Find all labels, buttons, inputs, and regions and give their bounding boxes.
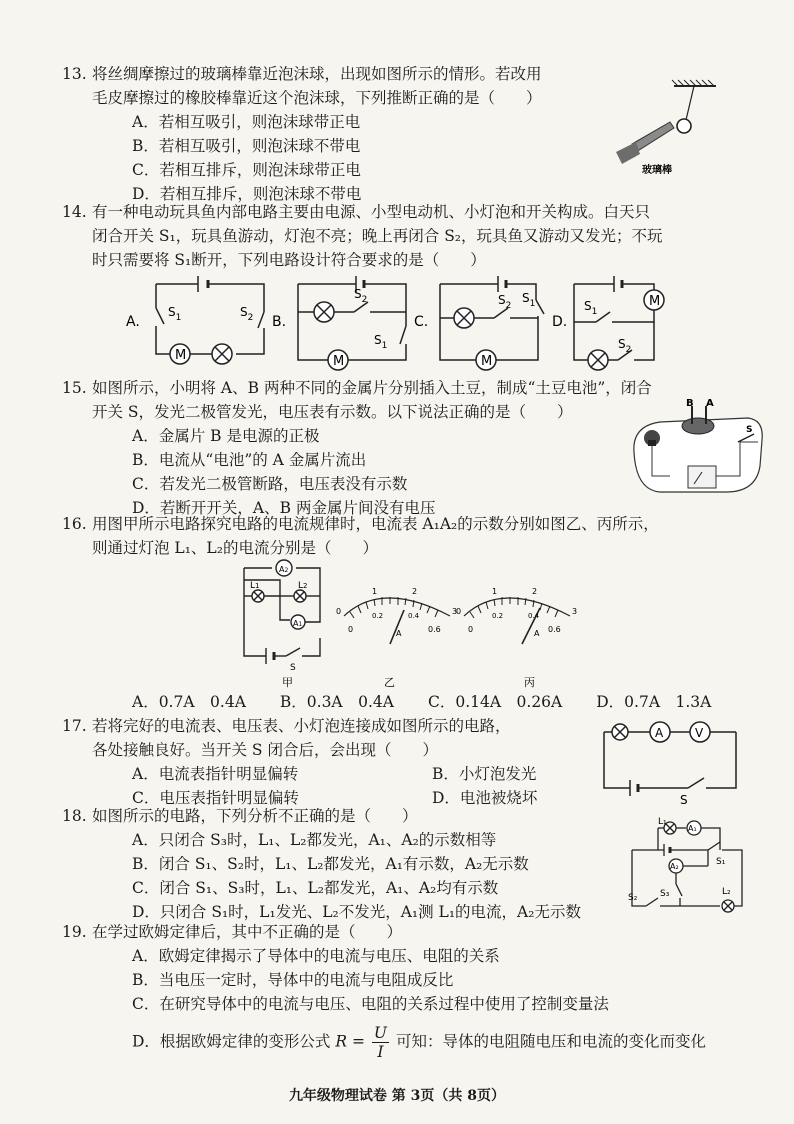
switch-s2-label: $S_2$ <box>618 337 632 355</box>
question-14-circuits <box>118 272 678 372</box>
option-c[interactable]: C．闭合 S₁、S₃时，L₁、L₂都发光，A₁、A₂均有示数 <box>132 879 499 897</box>
svg-text:3: 3 <box>452 607 458 616</box>
switch-s1-label: $S_1$ <box>168 305 182 323</box>
circuit-b <box>298 276 406 370</box>
svg-text:0.2: 0.2 <box>492 612 504 620</box>
option-c[interactable]: C．0.14A 0.26A <box>427 693 563 711</box>
ammeter-dial-bing <box>456 587 577 644</box>
question-text: 有一种电动玩具鱼内部电路主要由电源、小型电动机、小灯泡和开关构成。白天只 <box>92 203 651 221</box>
option-b[interactable]: B．闭合 S₁、S₂时，L₁、L₂都发光，A₁有示数，A₂无示数 <box>132 855 529 873</box>
motor-icon: M <box>481 354 493 369</box>
svg-text:0.4: 0.4 <box>408 612 420 620</box>
glass-rod-figure <box>612 76 722 186</box>
figure-bing-label: 丙 <box>524 676 535 689</box>
formula-r: R <box>335 1032 348 1051</box>
switch-s-label: S <box>680 793 688 806</box>
svg-text:0: 0 <box>456 607 462 616</box>
question-number: 13. <box>62 65 87 83</box>
switch-s2-label: $S_2$ <box>240 305 254 323</box>
lamp-l1-label: L₁ <box>658 817 667 827</box>
question-16 <box>62 512 732 560</box>
question-text: 则通过灯泡 L₁、L₂的电流分别是（ ） <box>92 539 378 557</box>
option-a[interactable]: A．金属片 B 是电源的正极 <box>132 427 320 445</box>
question-number: 15. <box>62 379 87 397</box>
switch-s-label: S <box>746 425 753 435</box>
circuit-c-label[interactable]: C. <box>414 314 429 330</box>
question-text: 用图甲所示电路探究电路的电流规律时，电流表 A₁A₂的示数分别如图乙、丙所示， <box>92 515 659 533</box>
svg-text:0.6: 0.6 <box>548 625 561 634</box>
plate-b-label: B <box>686 398 694 409</box>
question-text: 如图所示的电路，下列分析不正确的是（ ） <box>92 807 418 825</box>
svg-text:0: 0 <box>468 625 474 634</box>
switch-s3-label: S₃ <box>660 889 670 899</box>
ammeter-a2-icon: A₂ <box>670 862 679 871</box>
option-b[interactable]: B．0.3A 0.4A <box>279 693 394 711</box>
option-b[interactable]: B．若相互吸引，则泡沫球不带电 <box>132 137 361 155</box>
option-b[interactable]: B．小灯泡发光 <box>432 765 537 783</box>
svg-text:3: 3 <box>572 607 578 616</box>
option-d[interactable]: D．根据欧姆定律的变形公式 R = $\frac{U}{I}$ 可知：导体的电阻随电压和电流的变化而变化 <box>132 1024 706 1061</box>
circuit-d-label[interactable]: D. <box>552 314 568 330</box>
formula-fraction: $\frac{U}{I}$ <box>373 1024 387 1061</box>
svg-text:1: 1 <box>372 587 378 596</box>
circuit-d <box>574 276 664 370</box>
svg-text:0.6: 0.6 <box>428 625 441 634</box>
voltmeter-icon <box>688 466 716 488</box>
option-d[interactable]: D．只闭合 S₁时，L₁发光、L₂不发光，A₁测 L₁的电流，A₂无示数 <box>132 903 581 921</box>
question-16-options <box>92 690 732 714</box>
motor-icon: M <box>649 294 661 309</box>
switch-s2-label: $S_2$ <box>498 293 512 311</box>
switch-s-label: S <box>290 663 296 673</box>
question-text: 毛皮摩擦过的橡胶棒靠近这个泡沫球，下列推断正确的是（ ） <box>92 89 542 107</box>
option-a[interactable]: A．只闭合 S₃时，L₁、L₂都发光，A₁、A₂的示数相等 <box>132 831 497 849</box>
ammeter-a1-label: A1 <box>293 619 303 628</box>
question-14 <box>62 200 732 272</box>
question-number: 14. <box>62 203 87 221</box>
option-d[interactable]: D．0.7A 1.3A <box>596 693 712 711</box>
option-c[interactable]: C．若发光二极管断路，电压表没有示数 <box>132 475 408 493</box>
question-17-circuit <box>596 716 746 806</box>
circuit-jia <box>244 560 320 664</box>
ammeter-dial-yi <box>336 587 457 644</box>
svg-text:A: A <box>534 629 540 638</box>
lamp-l2-label: L₂ <box>722 887 731 897</box>
foam-ball-icon <box>677 119 691 133</box>
switch-s2-label: S₂ <box>628 893 638 903</box>
plate-a-label: A <box>706 398 714 409</box>
lamp-l1-label: L1 <box>250 581 260 591</box>
option-b[interactable]: B．电流从“电池”的 A 金属片流出 <box>132 451 367 469</box>
voltmeter-icon: V <box>695 726 704 740</box>
svg-text:0.2: 0.2 <box>372 612 384 620</box>
switch-s1-label: S₁ <box>716 857 726 867</box>
potato-icon <box>682 418 714 434</box>
svg-text:A: A <box>396 629 402 638</box>
question-number: 18. <box>62 807 87 825</box>
question-18-circuit <box>624 814 754 914</box>
question-text: 将丝绸摩擦过的玻璃棒靠近泡沫球，出现如图所示的情形。若改用 <box>92 65 542 83</box>
svg-text:0: 0 <box>336 607 342 616</box>
needle-yi <box>390 610 404 644</box>
question-text: 开关 S，发光二极管发光，电压表有示数。以下说法正确的是（ ） <box>92 403 573 421</box>
svg-text:2: 2 <box>532 587 538 596</box>
switch-s1-label: $S_1$ <box>584 299 598 317</box>
question-text: 各处接触良好。当开关 S 闭合后，会出现（ ） <box>92 741 438 759</box>
question-number: 17. <box>62 717 87 735</box>
ammeter-a2-label: A2 <box>279 565 289 574</box>
option-a[interactable]: A．若相互吸引，则泡沫球带正电 <box>132 113 361 131</box>
option-b[interactable]: B．当电压一定时，导体中的电流与电阻成反比 <box>132 971 454 989</box>
svg-text:2: 2 <box>412 587 418 596</box>
ammeter-a1-icon: A₁ <box>688 824 697 833</box>
question-number: 19. <box>62 923 87 941</box>
question-number: 16. <box>62 515 87 533</box>
glass-rod-icon <box>632 122 674 152</box>
circuit-b-label[interactable]: B. <box>272 314 287 330</box>
svg-text:0.4: 0.4 <box>528 612 540 620</box>
question-16-figures <box>232 556 592 690</box>
lamp-l2-label: L2 <box>298 581 308 591</box>
question-text: 如图所示，小明将 A、B 两种不同的金属片分别插入土豆，制成“土豆电池”，闭合 <box>92 379 652 397</box>
option-a[interactable]: A．电流表指针明显偏转 <box>132 765 299 783</box>
figure-label: 玻璃棒 <box>642 165 672 176</box>
question-text: 闭合开关 S₁，玩具鱼游动，灯泡不亮；晚上再闭合 S₂，玩具鱼又游动又发光；不玩 <box>92 227 663 245</box>
switch-s2-label: $S_2$ <box>354 287 368 305</box>
circuit-a-label[interactable]: A. <box>126 314 140 330</box>
option-c[interactable]: C．若相互排斥，则泡沫球带正电 <box>132 161 361 179</box>
option-d[interactable]: D．若断开开关，A、B 两金属片间没有电压 <box>132 499 436 517</box>
page-footer: 九年级物理试卷 第 3页（共 8页） <box>288 1088 506 1104</box>
motor-icon: M <box>175 348 187 363</box>
option-d[interactable]: D．若相互排斥，则泡沫球不带电 <box>132 185 362 203</box>
question-19 <box>62 920 732 1061</box>
option-c[interactable]: C．在研究导体中的电流与电压、电阻的关系过程中使用了控制变量法 <box>132 995 609 1013</box>
option-a[interactable]: A．0.7A 0.4A <box>132 693 246 711</box>
option-a[interactable]: A．欧姆定律揭示了导体中的电流与电压、电阻的关系 <box>132 947 500 965</box>
motor-icon: M <box>333 354 345 369</box>
switch-s1-label: $S_1$ <box>374 333 388 351</box>
option-d[interactable]: D．电池被烧坏 <box>432 789 538 807</box>
option-c[interactable]: C．电压表指针明显偏转 <box>132 789 299 807</box>
question-text: 在学过欧姆定律后，其中不正确的是（ ） <box>92 923 403 941</box>
ammeter-icon: A <box>655 726 664 740</box>
figure-jia-label: 甲 <box>282 676 293 689</box>
question-text: 时只需要将 S₁断开，下列电路设计符合要求的是（ ） <box>92 251 486 269</box>
figure-yi-label: 乙 <box>384 676 395 689</box>
question-text: 若将完好的电流表、电压表、小灯泡连接成如图所示的电路， <box>92 717 511 735</box>
svg-text:0: 0 <box>348 625 354 634</box>
svg-text:1: 1 <box>492 587 498 596</box>
potato-battery-figure <box>630 396 770 496</box>
switch-s1-label: $S_1$ <box>522 291 536 309</box>
